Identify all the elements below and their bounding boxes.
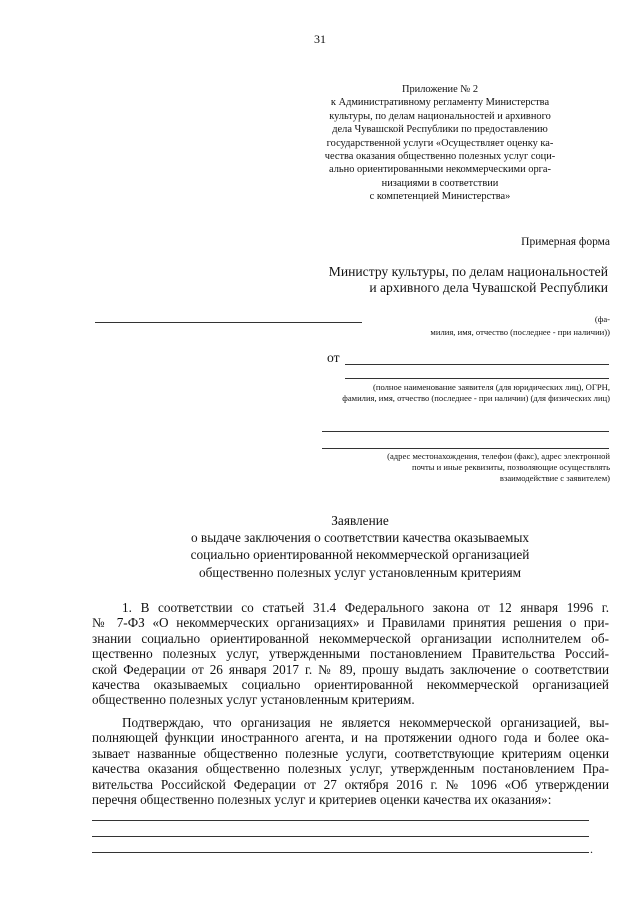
page-number: 31	[314, 32, 326, 46]
addressee-line: Министру культуры, по делам национальностей	[328, 264, 608, 279]
sample-form-label: Примерная форма	[521, 236, 610, 248]
paragraph-line: общественно полезных услуг установленным критериям.	[92, 692, 415, 708]
blank-line-1[interactable]	[92, 820, 589, 821]
appendix-line: низациями в соответствии	[381, 177, 499, 189]
paragraph-line: Подтверждаю, что организация не является некоммерческой организацией, вы-	[122, 715, 609, 730]
statement-heading: Заявление	[331, 513, 389, 528]
appendix-line: дела Чувашской Республики по предоставлению	[332, 124, 548, 136]
fio-input-line[interactable]	[95, 322, 362, 323]
applicant-hint	[342, 382, 610, 404]
address-hint	[387, 451, 610, 485]
from-label: от	[327, 350, 340, 365]
blank-line-2[interactable]	[92, 836, 589, 837]
appendix-line: культуры, по делам национальностей и архивного	[329, 110, 551, 122]
address-line-2[interactable]	[322, 448, 609, 449]
paragraph-line: знании социально ориентированной некоммерческой организации исполнителем об-	[92, 630, 609, 646]
appendix-line: чества оказания общественно полезных услуг соци-	[324, 151, 556, 163]
address-line-1[interactable]	[322, 431, 609, 432]
paragraph-line: щественно полезных услуг, утвержденными постановлением Правительства Россий-	[92, 646, 609, 662]
addressee-block	[329, 264, 608, 296]
statement-subtitle-line: о выдаче заключения о соответствии качества оказываемых	[190, 530, 530, 546]
appendix-line: государственной услуги «Осуществляет оценку ка-	[326, 137, 554, 149]
blank-line-3[interactable]	[92, 852, 589, 853]
paragraph-line: качества оказываемых социально ориентированной некоммерческой организацией	[92, 676, 609, 692]
paragraph-line: № 7-ФЗ «О некоммерческих организациях» и Правилами принятия решения о при-	[92, 615, 609, 631]
appendix-line: Приложение № 2	[401, 84, 479, 95]
address-hint-line: (адрес местонахождения, телефон (факс), адрес электронной	[387, 451, 610, 461]
paragraph-line: 1. В соответствии со статьей 31.4 Федерального закона от 12 января 1996 г.	[122, 600, 609, 615]
applicant-name-line[interactable]	[345, 364, 609, 365]
paragraph-line: перечня общественно полезных услуг и критериев оценки качества их оказания»:	[92, 791, 552, 807]
statement-subtitle-line: социально ориентированной некоммерческой организацией	[190, 547, 530, 563]
paragraph-line: полняющей функции иностранного агента, и на протяжении одного года и более ока-	[92, 730, 609, 746]
paragraph-1	[92, 600, 609, 708]
paragraph-line: качества оказания общественно полезных услуг, утвержденным постановлением Пра-	[92, 761, 609, 777]
fio-hint-start: (фа-	[594, 314, 610, 324]
addressee-line: и архивного дела Чувашской Республики	[369, 280, 608, 295]
applicant-name-line-2[interactable]	[345, 378, 609, 379]
address-hint-line: взаимодействие с заявителем)	[499, 473, 610, 484]
paragraph-2	[92, 715, 609, 807]
appendix-header	[295, 83, 585, 204]
applicant-hint-line: фамилия, имя, отчество (последнее - при наличии) (для физических лиц)	[342, 393, 610, 404]
paragraph-line: зывает названные общественно полезные услуги, соответствующие критериям оценки	[92, 745, 609, 761]
fio-hint: милия, имя, отчество (последнее - при наличии))	[430, 327, 610, 337]
appendix-line: ально ориентированными некоммерческими орга-	[329, 164, 551, 176]
statement-subtitle-line: общественно полезных услуг установленным критериям	[198, 564, 522, 580]
applicant-hint-line: (полное наименование заявителя (для юридических лиц), ОГРН,	[372, 382, 610, 392]
paragraph-line: вительства Российской Федерации от 27 октября 2016 г. № 1096 «Об утверждении	[92, 776, 609, 792]
blank-lines-period: .	[590, 842, 593, 856]
appendix-line: с компетенцией Министерства»	[369, 191, 511, 203]
paragraph-line: ской Федерации от 26 января 2017 г. № 89, прошу выдать заключение о соответствии	[92, 661, 609, 677]
statement-title	[0, 512, 640, 581]
address-hint-line: почты и иные реквизиты, позволяющие осуществлять	[411, 462, 610, 473]
appendix-line: к Административному регламенту Министерства	[330, 97, 550, 109]
